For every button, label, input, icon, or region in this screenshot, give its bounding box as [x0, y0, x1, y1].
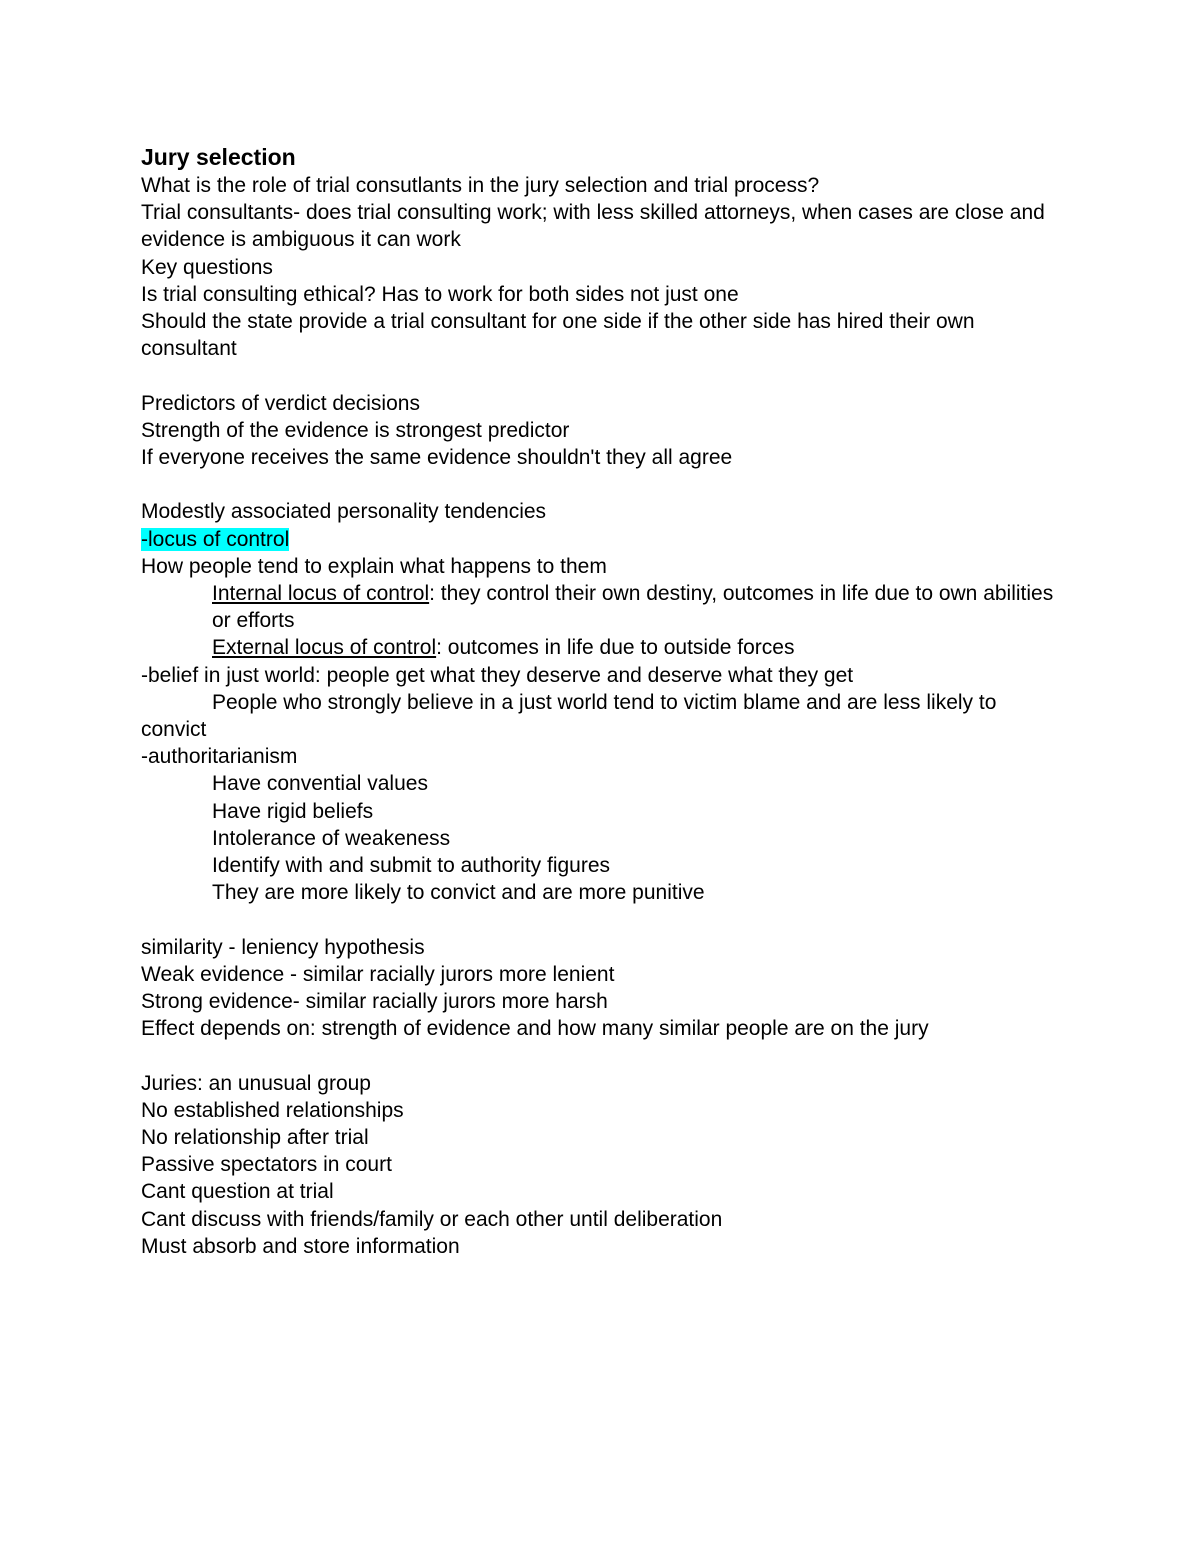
text-line: If everyone receives the same evidence shouldn't they all agree — [141, 446, 733, 470]
text-line: Intolerance of weakeness — [212, 826, 451, 850]
text-line: People who strongly believe in a just world tend to victim blame and are less likely to convict — [141, 690, 997, 742]
text-line: similarity - leniency hypothesis — [141, 935, 425, 959]
text-line: Passive spectators in court — [141, 1153, 392, 1177]
text-line: No relationship after trial — [141, 1126, 369, 1150]
text-line: Must absorb and store information — [141, 1234, 460, 1258]
text-line: -belief in just world: people get what they deserve and deserve what they get — [141, 663, 854, 687]
text-line: Is trial consulting ethical? Has to work for both sides not just one — [141, 282, 739, 306]
text-line: Have convential values — [212, 772, 428, 796]
text-line: Weak evidence - similar racially jurors more lenient — [141, 962, 615, 986]
document-title: Jury selection — [141, 144, 296, 170]
text-line: Strong evidence- similar racially jurors more harsh — [141, 990, 608, 1014]
highlighted-text: -locus of control — [141, 527, 290, 551]
blank-line — [141, 362, 1061, 389]
external-locus-term: External locus of control — [212, 636, 437, 660]
internal-locus-line — [141, 580, 1061, 634]
text-line: Juries: an unusual group — [141, 1071, 371, 1095]
text-line: Cant question at trial — [141, 1180, 334, 1204]
text-line: Modestly associated personality tendencies — [141, 500, 547, 524]
internal-locus-term: Internal locus of control — [212, 582, 430, 606]
text-line: -authoritarianism — [141, 745, 298, 769]
external-locus-line — [141, 634, 1061, 661]
text-line: Should the state provide a trial consultant for one side if the other side has hired their own consultant — [141, 310, 975, 361]
text-line: Effect depends on: strength of evidence and how many similar people are on the jury — [141, 1017, 929, 1041]
text-line: What is the role of trial consutlants in the jury selection and trial process? — [141, 174, 820, 197]
external-locus-definition: : outcomes in life due to outside forces — [436, 636, 795, 660]
text-line: Key questions — [141, 255, 273, 279]
highlighted-line — [141, 526, 1061, 553]
document-body — [141, 142, 1061, 1260]
blank-line — [141, 1042, 1061, 1069]
text-line: Cant discuss with friends/family or each other until deliberation — [141, 1207, 723, 1231]
blank-line — [141, 471, 1061, 498]
blank-line — [141, 906, 1061, 933]
text-line: Strength of the evidence is strongest predictor — [141, 418, 570, 442]
text-line: Predictors of verdict decisions — [141, 391, 420, 415]
text-line: Have rigid beliefs — [212, 799, 374, 823]
text-line: Trial consultants- does trial consulting work; with less skilled attorneys, when cases are close and evidence is ambiguous it can work — [141, 201, 1045, 252]
internal-locus-definition: : they control their own destiny, outcomes in life due to own abilities or efforts — [212, 582, 1054, 633]
text-line: How people tend to explain what happens to them — [141, 554, 607, 578]
text-line: They are more likely to convict and are more punitive — [212, 881, 705, 905]
text-line: Identify with and submit to authority figures — [212, 854, 611, 878]
text-line: No established relationships — [141, 1098, 404, 1122]
